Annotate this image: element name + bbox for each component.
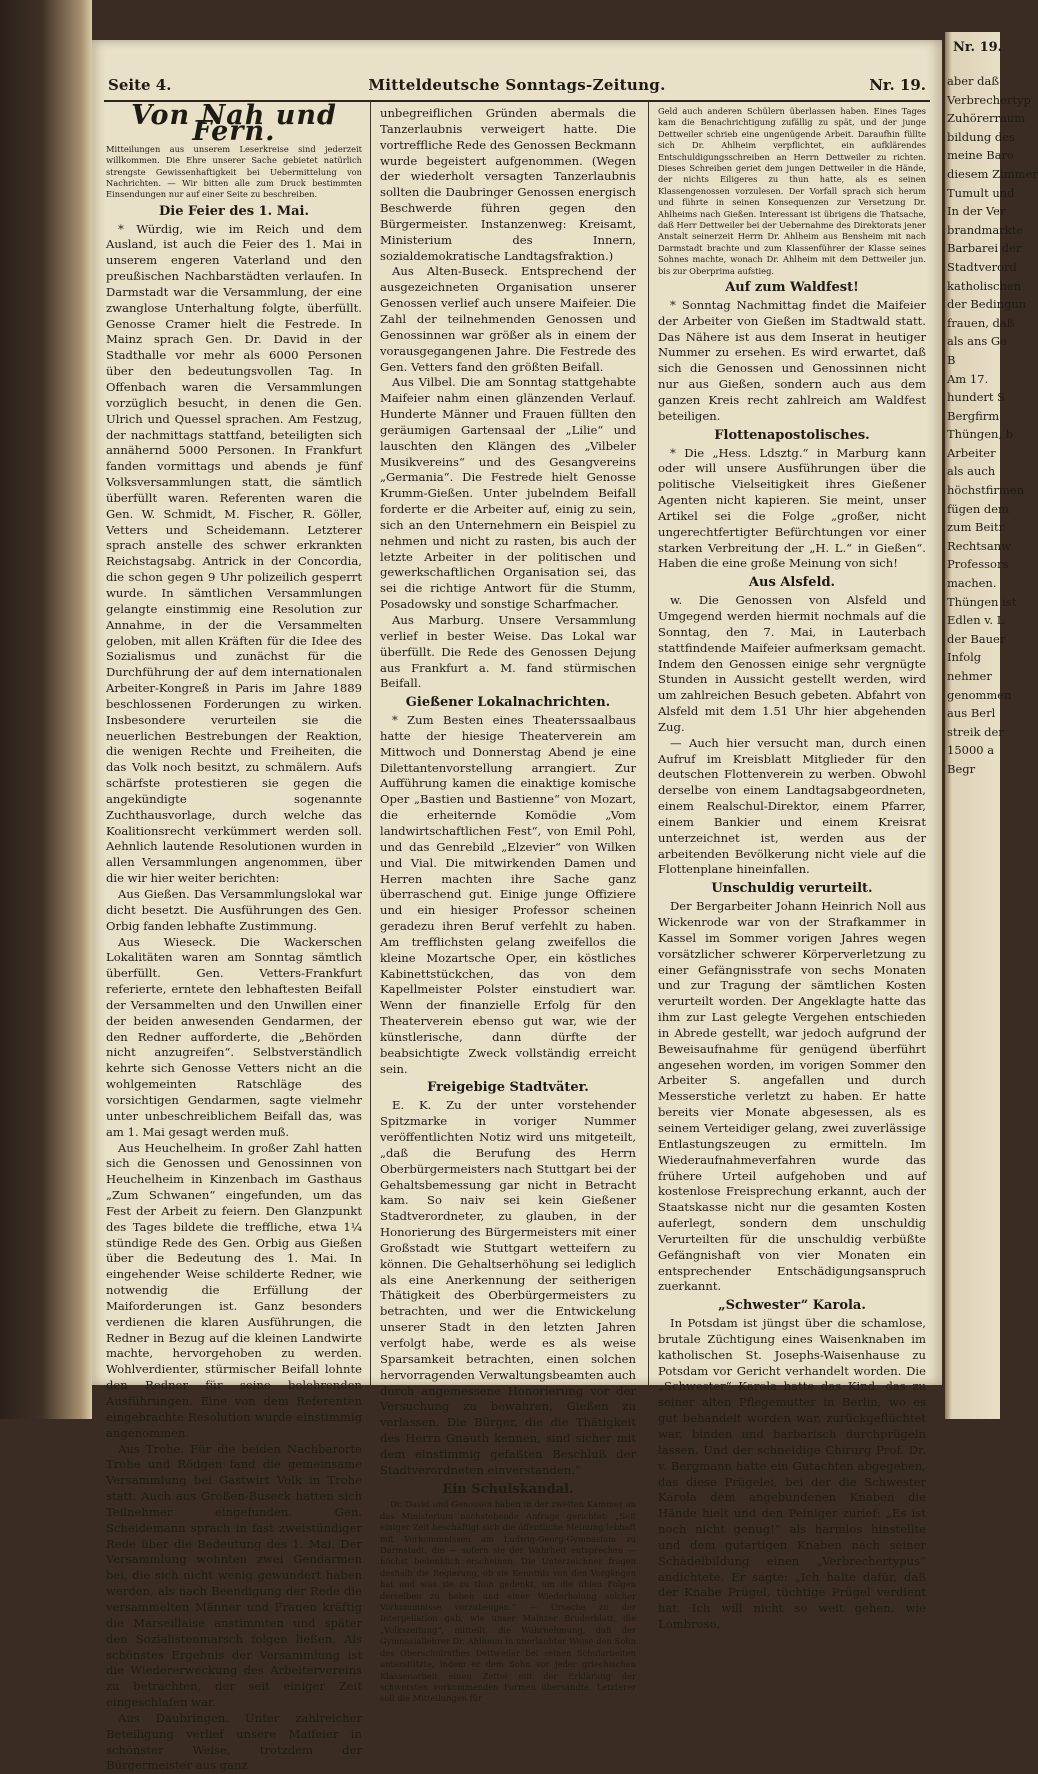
- next-page-line: machen.: [947, 576, 997, 591]
- next-page-line: frauen, daß: [947, 315, 1015, 330]
- next-page-line: fügen dem: [947, 501, 1009, 516]
- next-page-line: Stadtverord: [947, 259, 1017, 274]
- next-page-line: Zuhörerraum: [947, 111, 1026, 126]
- next-page-line: Professors: [947, 557, 1009, 572]
- article-heading: Gießener Lokalnachrichten.: [405, 695, 611, 711]
- paragraph: E. K. Zu der unter vorstehender Spitzmarke in voriger Nummer veröffentlichten Notiz wird uns mitgeteilt, „daß die Berufung des Herrn Oberbürgermeisters nach Stuttgart bei der Gehaltsbemessung gar nicht in Betracht kam. So naiv sei kein Gießener Stadtverordneter, zu glauben, in der Honorierung des Bürgermeisters mit einer Großstadt wie Stuttgart wetteifern zu können. Die Gehaltserhöhung sei lediglich als eine Anerkennung der seitherigen Thätigkeit des Oberbürgermeisters zu betrachten, und wer die Entwickelung unserer Stadt in den letzten Jahren verfolgt habe, werde es als weise Sparsamkeit betrachten, einen solchen hervorragenden Verwaltungsbeamten auch durch angemessene Honorierung vor der Versuchung zu bewahren, Gießen zu verlassen. Die Bürger, die die Thätigkeit des Herrn Gnauth kennen, sind sicher mit dem einstimmig gefaßten Beschluß der Stadtverordneten einverstanden.“: [380, 1098, 636, 1477]
- next-page-edge: [945, 32, 1038, 1419]
- next-page-line: meine Baro: [947, 148, 1014, 163]
- column-divider: [648, 102, 649, 1385]
- next-page-line: bildung des: [947, 129, 1015, 144]
- next-page-line: katholischen: [947, 278, 1022, 293]
- article-heading: Flottenapostolisches.: [714, 427, 870, 443]
- issue-number: Nr. 19.: [869, 76, 926, 94]
- paragraph: w. Die Genossen von Alsfeld und Umgegend werden hiermit nochmals auf die Sonntag, den 7. Mai, in Lauterbach stattfindende Maifeier aufmerksam gemacht. Indem den Genossen einige sehr vergnügte Stunden in Aussicht gestellt werden, wird um zahlreichen Besuch gebeten. Abfahrt von Alsfeld mit dem 1.51 Uhr hier abgehenden Zug.: [658, 593, 926, 734]
- paragraph: * Sonntag Nachmittag findet die Maifeier der Arbeiter von Gießen im Stadtwald statt. Das Nähere ist aus dem Inserat in heutiger Nummer zu ersehen. Es wird erwartet, daß sich die Genossen und Genossinnen nicht nur aus Gießen, sondern auch aus dem ganzen Kreis recht zahlreich am Waldfest beteiligen.: [658, 297, 926, 423]
- next-page-line: diesem Zimmer: [947, 166, 1038, 181]
- paragraph: * Würdig, wie im Reich und dem Ausland, ist auch die Feier des 1. Mai in unserem engeren Vaterland und den preußischen Nachbarstädten verlaufen. In Darmstadt war die Versammlung, der eine zwanglose Unterhaltung folgte, überfüllt. Genosse Cramer hielt die Festrede. In Mainz sprach Gen. Dr. David in der Stadthalle vor mehr als 6000 Personen über den bedeutungsvollen Tag. In Offenbach waren die Versammlungen vorzüglich besucht, in denen die Gen. Ulrich und Quessel sprachen. Am Festzug, der nachmittags stattfand, beteiligten sich annähernd 5000 Personen. In Frankfurt fanden vormittags und abends je fünf Volksversammlungen statt, die sämtlich überfüllt waren. Referenten waren die Gen. W. Schmidt, M. Fischer, R. Göller, Vetters und Scheidemann. Letzterer sprach anstelle des schwer erkrankten Reichstagsabg. Antrick in der Concordia, die schon gegen 9 Uhr polizeilich gesperrt wurde. In sämtlichen Versammlungen gelangte einstimmig eine Resolution zur Annahme, in der die Versammelten geloben, mit allen Kräften für die Idee des Sozialismus und zunächst für die Durchführung der auf dem internationalen Arbeiter-Kongreß in Paris im Jahre 1889 beschlossenen Forderungen zu wirken. Insbesondere verurteilen sie die neuerlichen Bestrebungen der Reaktion, die wenigen Rechte und Freiheiten, die das Volk noch besitzt, zu schmälern. Aufs schärfste protestieren sie gegen die angekündigte sogenannte Zuchthausvorlage, durch welche das Koalitionsrecht verkümmert werden soll. Aehnlich lautende Resolutionen wurden in allen Versammlungen angenommen, über die wir hier weiter berichten:: [106, 221, 362, 886]
- paragraph: Aus Marburg. Unsere Versammlung verlief in bester Weise. Das Lokal war überfüllt. Die Rede des Genossen Dejung aus Frankfurt a. M. fand stürmischen Beifall.: [380, 613, 636, 691]
- next-page-line: Bergfirm: [947, 408, 1000, 423]
- article-heading: Unschuldig verurteilt.: [711, 881, 873, 897]
- next-page-line: Infolg: [947, 650, 982, 665]
- page-header: [104, 76, 930, 102]
- next-page-line: Edlen v. L: [947, 613, 1005, 628]
- article-heading: Freigebige Stadtväter.: [427, 1080, 589, 1096]
- article-heading: Aus Alsfeld.: [748, 575, 836, 591]
- paragraph: * Die „Hess. Ldsztg.“ in Marburg kann oder will unsere Ausführungen über die politische Vielseitigkeit ihres Gießener Agenten nicht kapieren. Sie meint, unser Artikel sei die Folge „großer, nicht ungerechtfertigter Befürchtungen vor einer starken Verbreitung der „H. L.“ in Gießen“. Haben die eine große Meinung von sich!: [658, 445, 926, 571]
- next-page-line: als auch: [947, 464, 996, 479]
- next-page-line: Tumult und: [947, 185, 1015, 200]
- next-page-line: Arbeiter: [947, 445, 996, 460]
- article-heading: Die Feier des 1. Mai.: [159, 203, 309, 219]
- next-page-number: Nr. 19.: [953, 40, 1003, 55]
- article-heading: Ein Schulskandal.: [442, 1481, 574, 1497]
- next-page-line: aus Berl: [947, 706, 996, 721]
- paragraph: Aus Gießen. Das Versammlungslokal war dicht besetzt. Die Ausführungen des Gen. Orbig fanden lebhafte Zustimmung.: [106, 887, 362, 933]
- next-page-line: Barbarei der: [947, 241, 1022, 256]
- page-number: Seite 4.: [108, 76, 172, 94]
- next-page-line: aber daß: [947, 74, 1000, 88]
- section-title: Von Nah und Fern.: [131, 100, 337, 147]
- next-page-line: streik der: [947, 724, 1004, 739]
- paragraph: In Potsdam ist jüngst über die schamlose, brutale Züchtigung eines Waisenknaben im katholischen St. Josephs-Waisenhause zu Potsdam vor Gericht verhandelt worden. Die „Schwester“ Karola hatte das Kind, das zu seiner alten Pflegemutter in Berlin, wo es gut behandelt worden war, zurückgeflüchtet war, binden und barbarisch durchprügeln lassen. Und der schneidige Chirurg Prof. Dr. v. Bergmann hatte ein Gutachten abgegeben, das diese Prügelei, bei der die Schwester Karola dem angebundenen Knaben die Hände hielt und den Peiniger zurief: „Es ist noch nicht genug!“ als harmlos hinstellte und dem gutartigen Knaben nach seiner Schädelbildung einen „Verbrechertypus“ andichtete. Er sagte: „Ich halte dafür, daß der Knabe Prügel, tüchtige Prügel verdient hat. Ich will nicht so weit gehen, wie Lombroso,: [658, 1316, 926, 1632]
- next-page-line: genommen: [947, 687, 1012, 702]
- next-page-line: 15000 a: [947, 743, 995, 758]
- next-page-line: Thüngen, b: [947, 427, 1014, 442]
- column-2: [380, 106, 636, 1704]
- newspaper-page: [92, 40, 942, 1773]
- next-page-line: hundert S: [947, 390, 1006, 405]
- next-page-line: Thüngen ist: [947, 594, 1017, 609]
- small-paragraph: Dr. David und Genossen haben in der zweiten Kammer an das Ministerium nachstehende Anfrage gerichtet: „Seit einiger Zeit beschäftigt sich die öffentliche Meinung lebhaft mit Vorkommnissen am Ludwig-Georg-Gymnasium zu Darmstadt, die — sofern sie der Wahrheit entsprechen — höchst bedenklich erscheinen. Die Unterzeichner fragen deshalb die Regierung, ob sie Kenntnis von den Vorgängen hat und was sie zu thun gedenkt, um die üblen Folgen derselben zu heben und einer Wiederholung solcher Vorkommnisse vorzubeugen.“ — Ursache zu der Interpellation gab, wie unser Mainzer Bruderblatt, die „Volkszeitung“, mitteilt, die Wahrnehmung, daß der Gymnasiallehrer Dr. Ahlheim in unerlaubter Weise den Sohn des Oberschulrathes Dettweiler bei seinen Schularbeiten unterstützte, indem er dem Sohn vor jeder griechischen Klassenarbeit einen Zettel mit der Erklärung der schwersten vorkommenden Formen übersandte. Letzterer soll die Mitteilungen für: [380, 1499, 636, 1704]
- next-page-text: [947, 72, 1038, 779]
- next-page-line: Begr: [947, 761, 976, 776]
- paragraph: — Auch hier versucht man, durch einen Aufruf im Kreisblatt Mitglieder für den deutschen Flottenverein zu werben. Obwohl derselbe von einem Landtagsabgeordneten, einem Realschul-Direktor, einem Pfarrer, einem Bankier und einem Kreisrat unterzeichnet ist, werden aus der arbeitenden Bevölkerung nicht viele auf die Flottenplane hineinfallen.: [658, 735, 926, 877]
- paragraph: Aus Trohe. Für die beiden Nachbarorte Trohe und Rödgen fand die gemeinsame Versammlung bei Gastwirt Volk in Trohe statt. Auch aus Großen-Buseck hatten sich Teilnehmer eingefunden. Gen. Scheidemann sprach in fast zweistündiger Rede über die Bedeutung des 1. Mai. Der Versammlung wohnten zwei Gendarmen bei, die sich nicht wenig gewundert haben werden, als nach Beendigung der Rede die versammelten Männer und Frauen kräftig die Marseillaise anstimmten und später den Sozialistenmarsch folgen ließen. Als schönstes Ergebnis der Versammlung ist die Wiedererweckung des Arbeitervereins zu betrachten, der seit einiger Zeit eingeschlafen war.: [106, 1441, 362, 1710]
- paragraph: unbegreiflichen Gründen abermals die Tanzerlaubnis verweigert hatte. Die vortreffliche Rede des Genossen Beckmann wurde begeistert aufgenommen. (Wegen der wiederholt versagten Tanzerlaubnis sollten die Daubringer Genossen energisch Beschwerde führen gegen den Bürgermeister. Instanzenweg: Kreisamt, Ministerium des Innern, sozialdemokratische Landtagsfraktion.): [380, 106, 636, 263]
- small-paragraph: Geld auch anderen Schülern überlassen haben. Eines Tages kam die Benachrichtigung zufällig zu spät, und der junge Dettweiler schrieb eine ungenügende Arbeit. Daraufhin füllte sich Dr. Ahlheim verpflichtet, ein aufklärendes Entschuldigungsschreiben an Herrn Dettweiler zu richten. Dieses Schreiben geriet dem jungen Dettweiler in die Hände, der nichts Eiligeres zu thun hatte, als es seinen Klassengenossen vorzulesen. Der Vorfall sprach sich herum und führte in seinen Konsequenzen zur Versetzung Dr. Ahlheims nach Gießen. Interessant ist übrigens die Thatsache, daß Herr Dettweiler bei der Uebernahme des Direktorats jener Anstalt seinerzeit Herrn Dr. Ahlheim aus Bensheim mit nach Darmstadt brachte und zum Klassenführer der Klasse seines Sohnes machte, wonach Dr. Ahlheim mit dem Dettweiler jun. bis zur Oberprima aufstieg.: [658, 106, 926, 276]
- paragraph: Aus Heuchelheim. In großer Zahl hatten sich die Genossen und Genossinnen von Heuchelheim in Kinzenbach im Gasthaus „Zum Schwanen“ eingefunden, um das Fest der Arbeit zu feiern. Den Glanzpunkt des Tages bildete die treffliche, etwa 1¼ stündige Rede des Gen. Orbig aus Gießen über die Bedeutung des 1. Mai. In eingehender Weise schilderte Redner, wie notwendig die Erfüllung der Maiforderungen ist. Ganz besonders verdienen die klaren Ausführungen, die Redner in Bezug auf die kleinen Landwirte machte, hervorgehoben zu werden. Wohlverdienter, stürmischer Beifall lohnte den Redner für seine belehrenden Ausführungen. Eine von dem Referenten eingebrachte Resolution wurde einstimmig angenommen.: [106, 1140, 362, 1440]
- next-page-line: Rechtsanw: [947, 538, 1011, 553]
- next-page-line: der Bauer: [947, 631, 1006, 646]
- article-heading: Auf zum Waldfest!: [725, 280, 859, 296]
- next-page-line: B: [947, 352, 956, 367]
- next-page-line: als ans Ge: [947, 334, 1007, 349]
- paragraph: Aus Daubringen. Unter zahlreicher Beteiligung verlief unsere Maifeier in schönster Weise, trotzdem der Bürgermeister aus ganz: [106, 1710, 362, 1773]
- paragraph: Der Bergarbeiter Johann Heinrich Noll aus Wickenrode war von der Strafkammer in Kassel im Sommer vorigen Jahres wegen vorsätzlicher schwerer Körperverletzung zu einer Gefängnisstrafe von sechs Monaten und zur Tragung der sämtlichen Kosten verurteilt worden. Der Angeklagte hatte das ihm zur Last gelegte Vergehen entschieden in Abrede gestellt, war jedoch aufgrund der Beweisaufnahme für genügend überführt angesehen worden, im vorigen Sommer den Arbeiter S. angefallen und durch Messerstiche verletzt zu haben. Er hatte bereits vier Monate abgesessen, als es seinem Verteidiger gelang, zwei zuverlässige Entlastungszeugen zu ermitteln. Im Wiederaufnahmeverfahren wurde das frühere Urteil aufgehoben und auf kostenlose Freisprechung erkannt, auch der Staatskasse nicht nur die gesamten Kosten auferlegt, sondern dem unschuldig Verurteilten für die unschuldig verbüßte Gefängnishaft von vier Monaten ein entsprechender Entschädigungsanspruch zuerkannt.: [658, 899, 926, 1294]
- next-page-line: zum Beitr: [947, 520, 1005, 535]
- paragraph: * Zum Besten eines Theaterssaalbaus hatte der hiesige Theaterverein am Mittwoch und Donnerstag Abend je eine Dilettantenvorstellung arrangiert. Zur Aufführung kamen die einaktige komische Oper „Bastien und Bastienne“ von Mozart, die erheiternde Komödie „Vom landwirtschaftlichen Fest“, von Emil Pohl, und das Genrebild „Elzevier“ von Wilken und Vial. Die mitwirkenden Damen und Herren machten ihre Sache ganz überraschend gut. Einige junge Offiziere und ein hiesiger Professor scheinen geradezu ihren Beruf verfehlt zu haben. Am trefflichsten gelang zweifellos die kleine Mozartsche Oper, ein köstliches Kabinettstückchen, das von dem Kapellmeister Polster einstudiert war. Wenn der finanzielle Erfolg für den Theaterverein ebenso gut war, wie der künstlerische, dann dürfte der beabsichtigte Zweck vollständig erreicht sein.: [380, 713, 636, 1076]
- book-binding-left: [0, 0, 92, 1419]
- next-page-line: brandmarkte: [947, 222, 1024, 237]
- column-1: [106, 100, 362, 1773]
- paragraph: Aus Wieseck. Die Wackerschen Lokalitäten waren am Sonntag sämtlich überfüllt. Gen. Vetters-Frankfurt referierte, erntete den lebhaftesten Beifall der Versammelten und den Unwillen einer der beiden anwesenden Gendarmen, der den Redner aufforderte, die „Behörden nicht anzugreifen“. Selbstverständlich kehrte sich Genosse Vetters nicht an die wohlgemeinten Ratschläge des vorsichtigen Gendarmen, sagte vielmehr unter unbeschreiblichem Beifall das, was am 1. Mai gesagt werden muß.: [106, 934, 362, 1139]
- article-heading: „Schwester“ Karola.: [718, 1298, 866, 1314]
- next-page-line: In der Ver: [947, 204, 1006, 219]
- intro-note: Mitteilungen aus unserem Leserkreise sind jederzeit willkommen. Die Ehre unserer Sache gebietet natürlich strengste Gewissenhaftigkeit bei Uebermittelung von Nachrichten. — Wir bitten alle zum Druck bestimmten Einsendungen nur auf einer Seite zu beschreiben.: [106, 143, 362, 200]
- paragraph: Aus Vilbel. Die am Sonntag stattgehabte Maifeier nahm einen glänzenden Verlauf. Hunderte Männer und Frauen füllten den geräumigen Gartensaal der „Lilie“ und lauschten den Klängen des „Vilbeler Musikvereins“ und des Gesangvereins „Germania“. Die Festrede hielt Genosse Krumm-Gießen. Unter jubelndem Beifall forderte er die Arbeiter auf, einig zu sein, sich an den Unternehmern ein Beispiel zu nehmen und nicht zu rasten, bis auch der letzte Arbeiter in der politischen und gewerkschaftlichen Organisation sei, das sei die richtige Antwort für die Stumm, Posadowsky und sonstige Scharfmacher.: [380, 375, 636, 612]
- paragraph: Aus Alten-Buseck. Entsprechend der ausgezeichneten Organisation unserer Genossen verlief auch unsere Maifeier. Die Zahl der teilnehmenden Genossen und Genossinnen war größer als in einem der vorausgegangenen Jahre. Die Festrede des Gen. Vetters fand den größten Beifall.: [380, 264, 636, 374]
- column-divider: [370, 102, 371, 1385]
- next-page-line: Am 17.: [947, 371, 989, 386]
- newspaper-title: Mitteldeutsche Sonntags-Zeitung.: [368, 76, 666, 94]
- next-page-line: Verbrechertyp: [947, 92, 1031, 107]
- next-page-line: höchstfirmen: [947, 483, 1024, 498]
- next-page-line: nehmer: [947, 669, 992, 683]
- next-page-line: der Bedingun: [947, 297, 1027, 312]
- column-3: [658, 106, 926, 1632]
